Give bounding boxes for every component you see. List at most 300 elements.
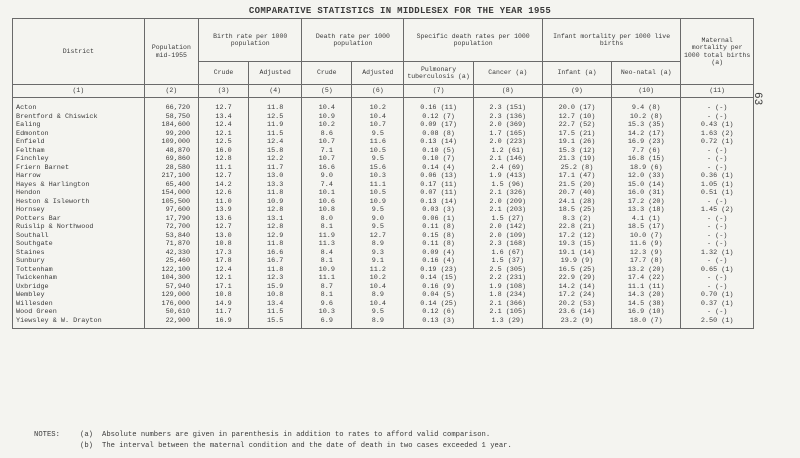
table-cell: - (-) — [681, 232, 754, 241]
table-cell: 2.4 (69) — [473, 164, 542, 173]
table-cell: 10.7 — [302, 155, 352, 164]
table-cell: 53,840 — [144, 232, 198, 241]
column-number: (2) — [144, 85, 198, 98]
table-cell: 0.09 (17) — [404, 121, 473, 130]
table-cell: 1.9 (108) — [473, 283, 542, 292]
table-cell: 65,400 — [144, 181, 198, 190]
table-cell: 2.0 (209) — [473, 198, 542, 207]
table-cell: 16.0 (31) — [612, 189, 681, 198]
table-cell: 0.36 (1) — [681, 172, 754, 181]
table-cell: - (-) — [681, 155, 754, 164]
table-cell: 0.16 (9) — [404, 283, 473, 292]
table-body — [13, 98, 754, 329]
table-cell: 0.07 (11) — [404, 189, 473, 198]
table-cell: 16.8 (15) — [612, 155, 681, 164]
statistics-table — [12, 18, 754, 329]
table-cell: 12.6 — [199, 189, 249, 198]
column-number: (10) — [612, 85, 681, 98]
table-cell: 105,500 — [144, 198, 198, 207]
table-cell: 2.0 (369) — [473, 121, 542, 130]
header-infant-mortality: Infant mortality per 1000 live births — [542, 19, 680, 62]
table-cell: 7.4 — [302, 181, 352, 190]
table-cell: 8.1 — [302, 257, 352, 266]
table-cell: 42,330 — [144, 249, 198, 258]
table-cell: 24.1 (28) — [542, 198, 611, 207]
table-cell: 12.3 (9) — [612, 249, 681, 258]
table-row — [13, 189, 754, 198]
table-cell: 12.3 — [249, 274, 302, 283]
table-cell: 97,600 — [144, 206, 198, 215]
table-cell: - (-) — [681, 198, 754, 207]
table-cell: 0.51 (1) — [681, 189, 754, 198]
table-cell: 2.0 (142) — [473, 223, 542, 232]
table-cell: 176,000 — [144, 300, 198, 309]
table-cell: 2.3 (136) — [473, 113, 542, 122]
table-row — [13, 215, 754, 224]
table-cell: 10.8 — [199, 240, 249, 249]
table-cell: 0.13 (14) — [404, 138, 473, 147]
header-tuberculosis: Pulmonary tuberculosis (a) — [404, 62, 473, 85]
table-cell: 2.1 (366) — [473, 300, 542, 309]
table-cell: 11.7 — [199, 308, 249, 317]
table-cell: - (-) — [681, 257, 754, 266]
table-cell: 15.0 (14) — [612, 181, 681, 190]
table-cell: 10.2 — [352, 104, 404, 113]
district-name: Staines — [13, 249, 145, 258]
table-cell: 184,600 — [144, 121, 198, 130]
table-cell: 2.1 (326) — [473, 189, 542, 198]
header-population: Population mid-1955 — [144, 19, 198, 85]
table-cell: 10.0 (7) — [612, 232, 681, 241]
district-name: Uxbridge — [13, 283, 145, 292]
district-name: Tottenham — [13, 266, 145, 275]
header-death-crude: Crude — [302, 62, 352, 85]
table-cell: 1.32 (1) — [681, 249, 754, 258]
district-name: Harrow — [13, 172, 145, 181]
table-cell: 11.6 — [352, 138, 404, 147]
table-cell: 12.2 — [249, 155, 302, 164]
table-cell: 16.6 — [249, 249, 302, 258]
table-cell: 0.14 (4) — [404, 164, 473, 173]
table-cell: 10.4 — [352, 283, 404, 292]
table-row — [13, 206, 754, 215]
table-cell: 15.6 — [352, 164, 404, 173]
table-row — [13, 138, 754, 147]
table-cell: 10.6 — [302, 198, 352, 207]
notes-label: NOTES: — [34, 431, 60, 439]
table-cell: 1.05 (1) — [681, 181, 754, 190]
table-cell: 0.10 (5) — [404, 147, 473, 156]
table-cell: 10.3 — [352, 172, 404, 181]
header-birth-crude: Crude — [199, 62, 249, 85]
page-title: COMPARATIVE STATISTICS IN MIDDLESEX FOR THE YEAR 1955 — [248, 6, 552, 16]
table-cell: 12.5 — [199, 138, 249, 147]
table-cell: 17.1 — [199, 283, 249, 292]
table-cell: 0.13 (14) — [404, 198, 473, 207]
table-cell: 11.9 — [302, 232, 352, 241]
table-cell: 10.9 — [302, 113, 352, 122]
table-cell: 1.5 (37) — [473, 257, 542, 266]
table-cell: 12.8 — [249, 206, 302, 215]
table-row — [13, 291, 754, 300]
table-cell: 18.0 (7) — [612, 317, 681, 326]
column-number: (9) — [542, 85, 611, 98]
column-number: (6) — [352, 85, 404, 98]
table-cell: 0.09 (4) — [404, 249, 473, 258]
table-cell: 1.9 (413) — [473, 172, 542, 181]
table-cell: 0.06 (13) — [404, 172, 473, 181]
table-cell: 11.1 — [352, 181, 404, 190]
table-cell: 10.4 — [302, 104, 352, 113]
note-b-marker: (b) — [80, 442, 93, 450]
table-cell: 12.8 — [199, 155, 249, 164]
table-cell: 0.13 (3) — [404, 317, 473, 326]
table-cell: 11.1 — [199, 164, 249, 173]
table-cell: 2.50 (1) — [681, 317, 754, 326]
table-cell: 11.8 — [249, 240, 302, 249]
table-cell: 14.3 (20) — [612, 291, 681, 300]
table-row — [13, 308, 754, 317]
table-cell: 16.0 — [199, 147, 249, 156]
table-cell: 16.7 — [249, 257, 302, 266]
table-cell: 12.4 — [199, 121, 249, 130]
table-cell: 11.2 — [352, 266, 404, 275]
table-cell: 10.4 — [352, 113, 404, 122]
table-cell: 8.1 — [302, 291, 352, 300]
table-cell: 12.7 — [199, 172, 249, 181]
table-row — [13, 198, 754, 207]
table-cell: 10.3 — [302, 308, 352, 317]
table-cell: 1.8 (234) — [473, 291, 542, 300]
table-cell: 18.5 (17) — [612, 223, 681, 232]
table-cell: - (-) — [681, 164, 754, 173]
table-cell: 9.3 — [352, 249, 404, 258]
table-cell: 10.2 — [302, 121, 352, 130]
table-cell: 22.9 (29) — [542, 274, 611, 283]
district-name: Feltham — [13, 147, 145, 156]
table-cell: 20.0 (17) — [542, 104, 611, 113]
table-row — [13, 317, 754, 326]
table-cell: 104,300 — [144, 274, 198, 283]
table-cell: 12.1 — [199, 130, 249, 139]
notes — [34, 430, 764, 452]
table-cell: 12.1 — [199, 274, 249, 283]
table-cell: 0.03 (3) — [404, 206, 473, 215]
table-cell: 10.8 — [199, 291, 249, 300]
table-cell: 12.7 — [199, 223, 249, 232]
table-cell: 2.2 (231) — [473, 274, 542, 283]
note-a — [34, 430, 764, 441]
page-number: 63 — [751, 92, 763, 106]
table-cell: 11.5 — [249, 308, 302, 317]
table-cell: 15.5 — [249, 317, 302, 326]
table-cell: 154,000 — [144, 189, 198, 198]
header-infant: Infant (a) — [542, 62, 611, 85]
table-cell: 1.5 (96) — [473, 181, 542, 190]
table-row — [13, 130, 754, 139]
table-cell: 16.6 — [302, 164, 352, 173]
table-cell: 16.9 (23) — [612, 138, 681, 147]
district-name: Southgate — [13, 240, 145, 249]
district-name: Wembley — [13, 291, 145, 300]
table-cell: 17.1 (47) — [542, 172, 611, 181]
column-number: (5) — [302, 85, 352, 98]
table-cell: 11.3 — [302, 240, 352, 249]
table-cell: 13.4 — [199, 113, 249, 122]
column-number: (4) — [249, 85, 302, 98]
table-cell: 99,200 — [144, 130, 198, 139]
district-name: Willesden — [13, 300, 145, 309]
table-cell: 72,700 — [144, 223, 198, 232]
table-cell: 10.9 — [352, 198, 404, 207]
table-cell: 8.4 — [302, 249, 352, 258]
table-cell: 8.9 — [352, 317, 404, 326]
district-name: Brentford & Chiswick — [13, 113, 145, 122]
table-cell: 9.5 — [352, 130, 404, 139]
table-cell: 6.9 — [302, 317, 352, 326]
table-row — [13, 155, 754, 164]
table-cell: 16.9 (10) — [612, 308, 681, 317]
table-cell: 0.37 (1) — [681, 300, 754, 309]
table-cell: 0.17 (11) — [404, 181, 473, 190]
table-row — [13, 121, 754, 130]
district-name: Acton — [13, 104, 145, 113]
table-row — [13, 249, 754, 258]
table-cell: 17.2 (12) — [542, 232, 611, 241]
column-number: (8) — [473, 85, 542, 98]
header-birth-rate: Birth rate per 1000 population — [199, 19, 302, 62]
header-death-rate: Death rate per 1000 population — [302, 19, 404, 62]
table-cell: - (-) — [681, 215, 754, 224]
header-death-adjusted: Adjusted — [352, 62, 404, 85]
table-cell: 8.0 — [302, 215, 352, 224]
table-cell: 15.3 (12) — [542, 147, 611, 156]
table-cell: - (-) — [681, 274, 754, 283]
table-cell: 12.7 (10) — [542, 113, 611, 122]
table-cell: 11.1 (11) — [612, 283, 681, 292]
table-cell: 1.3 (29) — [473, 317, 542, 326]
table-cell: - (-) — [681, 113, 754, 122]
table-cell: 12.4 — [249, 138, 302, 147]
header-neonatal: Neo-natal (a) — [612, 62, 681, 85]
table-cell: 23.6 (14) — [542, 308, 611, 317]
table-cell: 0.72 (1) — [681, 138, 754, 147]
table-cell: - (-) — [681, 240, 754, 249]
table-cell: 0.14 (15) — [404, 274, 473, 283]
table-row — [13, 240, 754, 249]
table-cell: 2.1 (146) — [473, 155, 542, 164]
table-cell: 0.08 (8) — [404, 130, 473, 139]
table-cell: 17.8 — [199, 257, 249, 266]
note-a-marker: (a) — [80, 431, 93, 439]
table-cell: 15.8 — [249, 147, 302, 156]
table-row — [13, 232, 754, 241]
table-cell: - (-) — [681, 223, 754, 232]
table-cell: - (-) — [681, 147, 754, 156]
table-cell: 10.8 — [249, 291, 302, 300]
table-cell: 0.12 (7) — [404, 113, 473, 122]
table-cell: 21.5 (20) — [542, 181, 611, 190]
table-row — [13, 104, 754, 113]
table-cell: 19.3 (15) — [542, 240, 611, 249]
table-cell: 11.8 — [249, 189, 302, 198]
table-cell: 2.3 (151) — [473, 104, 542, 113]
table-cell: 15.9 — [249, 283, 302, 292]
table-row — [13, 257, 754, 266]
table-row — [13, 147, 754, 156]
district-name: Ruislip & Northwood — [13, 223, 145, 232]
table-cell: 13.0 — [249, 172, 302, 181]
note-a-text: Absolute numbers are given in parenthesis in addition to rates to afford valid comparison. — [102, 431, 491, 439]
table-cell: - (-) — [681, 104, 754, 113]
district-name: Sunbury — [13, 257, 145, 266]
table-cell: 13.0 — [199, 232, 249, 241]
table-cell: 10.2 (8) — [612, 113, 681, 122]
table-cell: 20.2 (53) — [542, 300, 611, 309]
table-cell: 50,610 — [144, 308, 198, 317]
table-cell: 0.19 (23) — [404, 266, 473, 275]
table-cell: 0.16 (4) — [404, 257, 473, 266]
table-cell: 10.7 — [302, 138, 352, 147]
district-name: Wood Green — [13, 308, 145, 317]
table-cell: 10.7 — [352, 121, 404, 130]
table-cell: 0.06 (1) — [404, 215, 473, 224]
table-cell: 16.5 (25) — [542, 266, 611, 275]
header-maternal-mortality: Maternal mortality per 1000 total births (a) — [681, 19, 754, 85]
table-cell: 17,790 — [144, 215, 198, 224]
district-name: Heston & Isleworth — [13, 198, 145, 207]
table-cell: 1.45 (2) — [681, 206, 754, 215]
table-cell: 66,720 — [144, 104, 198, 113]
table-cell: 9.6 — [302, 300, 352, 309]
table-cell: 13.4 — [249, 300, 302, 309]
table-cell: 2.1 (105) — [473, 308, 542, 317]
table-cell: 2.0 (223) — [473, 138, 542, 147]
column-number: (7) — [404, 85, 473, 98]
table-cell: 10.8 — [302, 206, 352, 215]
table-row — [13, 223, 754, 232]
district-name: Ealing — [13, 121, 145, 130]
table-row — [13, 164, 754, 173]
table-cell: 22,900 — [144, 317, 198, 326]
column-number: (3) — [199, 85, 249, 98]
header-cancer: Cancer (a) — [473, 62, 542, 85]
table-cell: 11.7 — [249, 164, 302, 173]
table-cell: 18.9 (6) — [612, 164, 681, 173]
table-cell: 57,940 — [144, 283, 198, 292]
table-cell: 1.6 (67) — [473, 249, 542, 258]
district-name: Southall — [13, 232, 145, 241]
table-cell: - (-) — [681, 283, 754, 292]
table-cell: 14.2 (17) — [612, 130, 681, 139]
table-cell: 12.7 — [199, 104, 249, 113]
table-cell: 58,750 — [144, 113, 198, 122]
table-cell: 9.5 — [352, 308, 404, 317]
table-cell: 21.3 (19) — [542, 155, 611, 164]
table-cell: 1.7 (165) — [473, 130, 542, 139]
table-cell: 11.1 — [302, 274, 352, 283]
table-cell: 23.2 (9) — [542, 317, 611, 326]
table-cell: 19.9 (9) — [542, 257, 611, 266]
table-cell: 12.8 — [249, 223, 302, 232]
table-cell: 2.0 (109) — [473, 232, 542, 241]
table-cell: 0.43 (1) — [681, 121, 754, 130]
table-cell: 13.3 — [249, 181, 302, 190]
table-cell: 1.5 (27) — [473, 215, 542, 224]
table-cell: 25,460 — [144, 257, 198, 266]
table-cell: 10.9 — [249, 198, 302, 207]
table-cell: 48,870 — [144, 147, 198, 156]
table-cell: 17.4 (22) — [612, 274, 681, 283]
table-cell: 12.5 — [249, 113, 302, 122]
column-number-row — [13, 85, 754, 98]
table-cell: 19.1 (26) — [542, 138, 611, 147]
table-cell: 16.9 — [199, 317, 249, 326]
table-cell: 12.7 — [352, 232, 404, 241]
table-row — [13, 283, 754, 292]
table-cell: 22.7 (52) — [542, 121, 611, 130]
table-cell: 109,000 — [144, 138, 198, 147]
header-district: District — [13, 19, 145, 85]
table-cell: 8.9 — [352, 291, 404, 300]
table-cell: 17.7 (8) — [612, 257, 681, 266]
table-cell: 129,000 — [144, 291, 198, 300]
table-cell: 8.1 — [302, 223, 352, 232]
table-cell: 14.2 (14) — [542, 283, 611, 292]
table-cell: 9.1 — [352, 257, 404, 266]
district-name: Friern Barnet — [13, 164, 145, 173]
table-cell: 7.1 — [302, 147, 352, 156]
table-cell: 11.8 — [249, 266, 302, 275]
district-name: Potters Bar — [13, 215, 145, 224]
table-cell: 11.9 — [249, 121, 302, 130]
table-row — [13, 172, 754, 181]
table-cell: 2.1 (203) — [473, 206, 542, 215]
table-cell: 9.5 — [352, 223, 404, 232]
table-cell: 122,100 — [144, 266, 198, 275]
table-cell: 17.2 (20) — [612, 198, 681, 207]
table-cell: 10.5 — [352, 189, 404, 198]
table-cell: 17.3 — [199, 249, 249, 258]
table-cell: 0.65 (1) — [681, 266, 754, 275]
table-cell: 11.5 — [249, 130, 302, 139]
district-name: Hornsey — [13, 206, 145, 215]
table-cell: 0.04 (5) — [404, 291, 473, 300]
table-cell: 4.1 (1) — [612, 215, 681, 224]
table-cell: 9.5 — [352, 155, 404, 164]
table-cell: 12.4 — [199, 266, 249, 275]
table-cell: 12.9 — [249, 232, 302, 241]
district-name: Hendon — [13, 189, 145, 198]
header-specific-death-rates: Specific death rates per 1000 population — [404, 19, 542, 62]
table-row — [13, 274, 754, 283]
table-cell: 10.9 — [302, 266, 352, 275]
table-cell: 10.2 — [352, 274, 404, 283]
table-cell: 0.11 (8) — [404, 223, 473, 232]
table-cell: 69,860 — [144, 155, 198, 164]
table-cell: 22.8 (21) — [542, 223, 611, 232]
table-cell: 0.16 (11) — [404, 104, 473, 113]
table-cell: 11.0 — [199, 198, 249, 207]
table-cell: 25.2 (8) — [542, 164, 611, 173]
table-cell: 0.70 (1) — [681, 291, 754, 300]
table-cell: 11.6 (9) — [612, 240, 681, 249]
table-cell: 8.3 (2) — [542, 215, 611, 224]
table-cell: 2.3 (168) — [473, 240, 542, 249]
table-cell: 1.2 (61) — [473, 147, 542, 156]
table-cell: 8.6 — [302, 130, 352, 139]
table-cell: 10.4 — [352, 300, 404, 309]
